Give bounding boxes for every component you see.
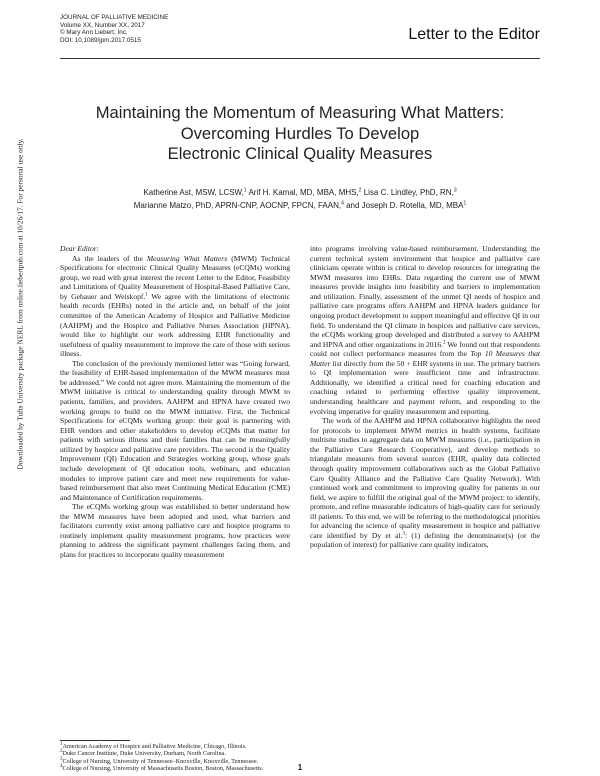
citation-marker[interactable]: 1 — [145, 292, 148, 298]
footnote: $^2$Duke Cancer Institute, Duke University, Durham, North Carolina. — [60, 749, 226, 758]
author-name: Arif H. Kamal, MD, MBA, MHS, — [246, 188, 359, 197]
author-line — [60, 200, 540, 213]
title-line: Maintaining the Momentum of Measuring What Matters: — [95, 103, 505, 122]
author-name: Marianne Matzo, PhD, APRN-CNP, AOCNP, FPCN, FAAN, — [133, 200, 342, 210]
affiliation-marker: 3 — [453, 187, 457, 194]
journal-copyright: © Mary Ann Liebert, Inc. — [60, 29, 128, 37]
title-line: Electronic Clinical Quality Measures — [167, 144, 433, 163]
affiliation-marker: 1 — [463, 199, 467, 206]
paragraph: The work of the AAHPM and HPNA collaborative highlights the need for protocols to implement MWM metrics in health systems, facilitate multisite studies to aggregate data on MWM measures (i.e., participation in the Palliative Care Research Cooperative), and develop methods to triangulate measures from several sources (EHR, quality data collected through quality improvement collaboratives such as the Global Palliative Care Quality Alliance and the Palliative Care Quality Network). With continued work and commitment to improving quality for patients in our field, we aspire to fulfill the original goal of the MWM project: to identify, promote, and refine measurable indicators of high-quality care for seriously ill patients. To this end, we will be referring to the methodological priorities for advancing the science of quality measurement in hospice and palliative care identified by Dy et al.$^3$: (1) defining the denominator(s) (or the population of interest) for palliative care quality indicators, — [310, 416, 541, 550]
left-column — [60, 244, 290, 560]
citation-marker[interactable]: 3 — [402, 531, 405, 537]
download-watermark: Downloaded by Tufts University package NERL from online.liebertpub.com at 10/26/17. For personal use only. — [15, 138, 25, 470]
paragraph: As the leaders of the Measuring What Matters (MWM) Technical Specifications for electronic Clinical Quality Measures (eCQMs) working group, we read with great interest the recent Letter to the Editor, Feasibility and Limitations of Quality Measurement of Hospital-Based Palliative Care, by Gebauer and Weiskopf.$^1$ We agree with the limitations of electronic health records (EHRs) noted in the article and, on behalf of the joint committee of the American Academy of Hospice and Palliative Medicine (AAHPM) and the Hospice and Palliative Nurses Association (HPNA), would like to highlight our work addressing EHR functionality and usefulness of quality measurement to improve the care of those with serious illness. — [60, 253, 291, 359]
page-number: 1 — [297, 763, 303, 772]
affiliation-marker: 1 — [243, 187, 247, 194]
affiliation-marker: 4 — [341, 199, 344, 206]
journal-name: JOURNAL OF PALLIATIVE MEDICINE — [60, 14, 169, 21]
paragraph: The conclusion of the previously mentioned letter was “Going forward, the feasibility of EHR-based implementation of the MWM measures must be addressed.” We could not agree more. Maintaining the momentum of the MWM initiative is critical to understanding quality through MWM to patients, families, and providers. AAHPM and HPNA have created two working groups to build on the MWM initiative. First, the Technical Specifications for eCQMs working group: their goal is partnering with EHR vendors and other stakeholders to develop eCQMs that matter for patients with serious illness and their families that can be meaningfully utilized by hospice and palliative care providers. The second is the Quality Improvement (QI) Education and Strategies working group, whose goals include development of QI education tools, webinars, and education modules to improve patient care and meet new requirements for value-based reimbursement that also meet Continuing Medical Education (CME) and Maintenance of Certification requirements. — [60, 358, 290, 502]
paragraph: into programs involving value-based reimbursement. Understanding the current technical system environment that hospice and palliative care clinicians operate within is critical to develop resources for integrating the MWM measures into EHRs. Data regarding the current use of MWM measures provide insights into feasibility and barriers to implementation and utilization. Finally, assessment of the unmet QI needs of hospice and palliative care programs offers AAHPM and HPNA leaders guidance for ongoing product development to support meaningful and effective QI in our field. To understand the QI climate in hospices and palliative care services, the eCQMs working group developed and distributed a survey to AAHPM and HPNA and other organizations in 2016.$^2$ We found out that respondents could not collect performance measures from the Top 10 Measures that Matter list directly from the 50 + EHR systems in use. The primary barriers to QI implementation were insufficient time and infrastructure. Additionally, we identified a critical need for coaching education and coaching related to performing effective quality improvement, understanding healthcare and payment reform, and responding to the evolving imperative for quality measurement and reporting. — [310, 244, 540, 416]
affiliation-marker: 2 — [358, 187, 362, 194]
journal-doi[interactable]: DOI: 10.1089/jpm.2017.0515 — [60, 36, 141, 44]
footnote: $^3$College of Nursing, University of Tennessee–Knoxville, Knoxville, Tennessee. — [60, 756, 259, 765]
affiliation-footnotes — [60, 743, 263, 772]
title-line: Overcoming Hurdles To Develop — [180, 123, 420, 143]
right-column — [310, 244, 540, 550]
author-list — [60, 187, 540, 212]
author-name: and Joseph D. Rotella, MD, MBA — [343, 200, 464, 210]
header-divider — [60, 58, 540, 59]
footnote: $^1$American Academy of Hospice and Palliative Medicine, Chicago, Illinois. — [60, 741, 247, 750]
author-line — [60, 187, 540, 200]
journal-info — [60, 14, 168, 44]
journal-volume: Volume XX, Number XX, 2017 — [60, 21, 145, 29]
footnote-divider — [60, 740, 130, 741]
section-label: Letter to the Editor — [408, 26, 540, 43]
author-name: Katherine Ast, MSW, LCSW, — [143, 188, 244, 197]
greeting: Dear Editor: — [60, 244, 100, 253]
citation-marker[interactable]: 2 — [442, 340, 446, 346]
footnote: $^4$College of Nursing, University of Massachusetts Boston, Boston, Massachusetts. — [60, 763, 264, 772]
paragraph: The eCQMs working group was established to better understand how the MWM measures have been adopted and used, what barriers and facilitators currently exist among palliative care and hospice programs to routinely implement quality measurement programs, how practices were planning to address the significant payment challenges facing them, and plans for practices to incorporate quality measurement — [60, 502, 290, 559]
author-name: Lisa C. Lindley, PhD, RN, — [361, 188, 454, 197]
article-title — [60, 103, 540, 165]
